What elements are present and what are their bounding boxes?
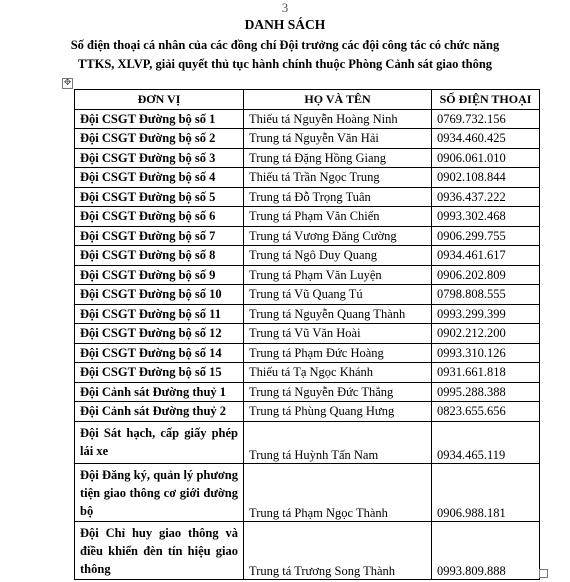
phone-cell: 0902.212.200 [432,324,540,344]
unit-cell: Đội Đăng ký, quản lý phương tiện giao thông cơ giới đường bộ [75,463,244,521]
name-cell: Trung tá Nguyễn Văn Hải [244,129,432,149]
document-subtitle [40,36,530,74]
subtitle-line-2: TTKS, XLVP, giải quyết thủ tục hành chính thuộc Phòng Cảnh sát giao thông [77,57,493,71]
phone-cell: 0934.461.617 [432,246,540,266]
table-body [75,109,540,579]
header-phone: SỐ ĐIỆN THOẠI [432,90,540,110]
name-cell: Trung tá Phạm Văn Luyện [244,265,432,285]
phone-cell: 0906.988.181 [432,463,540,521]
phone-cell: 0993.809.888 [432,521,540,579]
table-row [75,246,540,266]
table-row [75,285,540,305]
table-move-handle-icon[interactable]: ✥ [63,78,72,88]
table-row [75,421,540,463]
phone-cell: 0798.808.555 [432,285,540,305]
name-cell: Trung tá Trương Song Thành [244,521,432,579]
table-row [75,148,540,168]
table-row [75,168,540,188]
header-unit: ĐƠN VỊ [75,90,244,110]
unit-cell: Đội Cảnh sát Đường thuỷ 2 [75,402,244,422]
table-row [75,226,540,246]
unit-cell: Đội CSGT Đường bộ số 5 [75,187,244,207]
phone-cell: 0993.299.399 [432,304,540,324]
phone-cell: 0906.299.755 [432,226,540,246]
name-cell: Trung tá Ngô Duy Quang [244,246,432,266]
phone-cell: 0931.661.818 [432,363,540,383]
name-cell: Trung tá Nguyễn Quang Thành [244,304,432,324]
unit-cell: Đội CSGT Đường bộ số 6 [75,207,244,227]
table-row [75,109,540,129]
unit-cell: Đội CSGT Đường bộ số 7 [75,226,244,246]
phone-cell: 0995.288.388 [432,382,540,402]
unit-cell: Đội CSGT Đường bộ số 12 [75,324,244,344]
table-header-row [75,90,540,110]
unit-cell: Đội CSGT Đường bộ số 11 [75,304,244,324]
unit-cell: Đội CSGT Đường bộ số 8 [75,246,244,266]
table-row [75,129,540,149]
unit-cell: Đội CSGT Đường bộ số 15 [75,363,244,383]
phone-cell: 0993.302.468 [432,207,540,227]
unit-cell: Đội Cảnh sát Đường thuỷ 1 [75,382,244,402]
unit-cell: Đội CSGT Đường bộ số 3 [75,148,244,168]
unit-cell: Đội CSGT Đường bộ số 1 [75,109,244,129]
table-row [75,463,540,521]
name-cell: Trung tá Vương Đăng Cường [244,226,432,246]
name-cell: Trung tá Phạm Đức Hoàng [244,343,432,363]
document-title: DANH SÁCH [244,17,326,32]
phone-cell: 0902.108.844 [432,168,540,188]
name-cell: Trung tá Nguyễn Đức Thắng [244,382,432,402]
table-row [75,382,540,402]
table-row [75,343,540,363]
subtitle-line-1: Số điện thoại cá nhân của các đồng chí Đội trưởng các đội công tác có chức năng [70,38,500,52]
phone-cell: 0936.437.222 [432,187,540,207]
name-cell: Trung tá Đặng Hồng Giang [244,148,432,168]
unit-cell: Đội Chỉ huy giao thông và điều khiển đèn tín hiệu giao thông [75,521,244,579]
name-cell: Trung tá Huỳnh Tấn Nam [244,421,432,463]
table-resize-handle-icon[interactable] [539,569,548,578]
name-cell: Thiếu tá Tạ Ngọc Khánh [244,363,432,383]
unit-cell: Đội Sát hạch, cấp giấy phép lái xe [75,421,244,463]
name-cell: Thiếu tá Trần Ngọc Trung [244,168,432,188]
phone-cell: 0823.655.656 [432,402,540,422]
name-cell: Trung tá Vũ Văn Hoài [244,324,432,344]
name-cell: Trung tá Phùng Quang Hưng [244,402,432,422]
unit-cell: Đội CSGT Đường bộ số 14 [75,343,244,363]
name-cell: Trung tá Vũ Quang Tú [244,285,432,305]
phone-cell: 0934.460.425 [432,129,540,149]
contacts-table [74,89,540,580]
table-row [75,402,540,422]
phone-cell: 0993.310.126 [432,343,540,363]
unit-cell: Đội CSGT Đường bộ số 2 [75,129,244,149]
name-cell: Trung tá Đỗ Trọng Tuân [244,187,432,207]
table-row [75,304,540,324]
name-cell: Thiếu tá Nguyễn Hoàng Ninh [244,109,432,129]
phone-cell: 0906.061.010 [432,148,540,168]
table-row [75,207,540,227]
phone-cell: 0769.732.156 [432,109,540,129]
table-row [75,324,540,344]
table-row [75,521,540,579]
header-name: HỌ VÀ TÊN [244,90,432,110]
phone-cell: 0906.202.809 [432,265,540,285]
unit-cell: Đội CSGT Đường bộ số 9 [75,265,244,285]
name-cell: Trung tá Phạm Văn Chiến [244,207,432,227]
table-row [75,187,540,207]
phone-cell: 0934.465.119 [432,421,540,463]
unit-cell: Đội CSGT Đường bộ số 10 [75,285,244,305]
table-row [75,363,540,383]
table-row [75,265,540,285]
page-number: 3 [281,0,289,15]
unit-cell: Đội CSGT Đường bộ số 4 [75,168,244,188]
name-cell: Trung tá Phạm Ngọc Thành [244,463,432,521]
